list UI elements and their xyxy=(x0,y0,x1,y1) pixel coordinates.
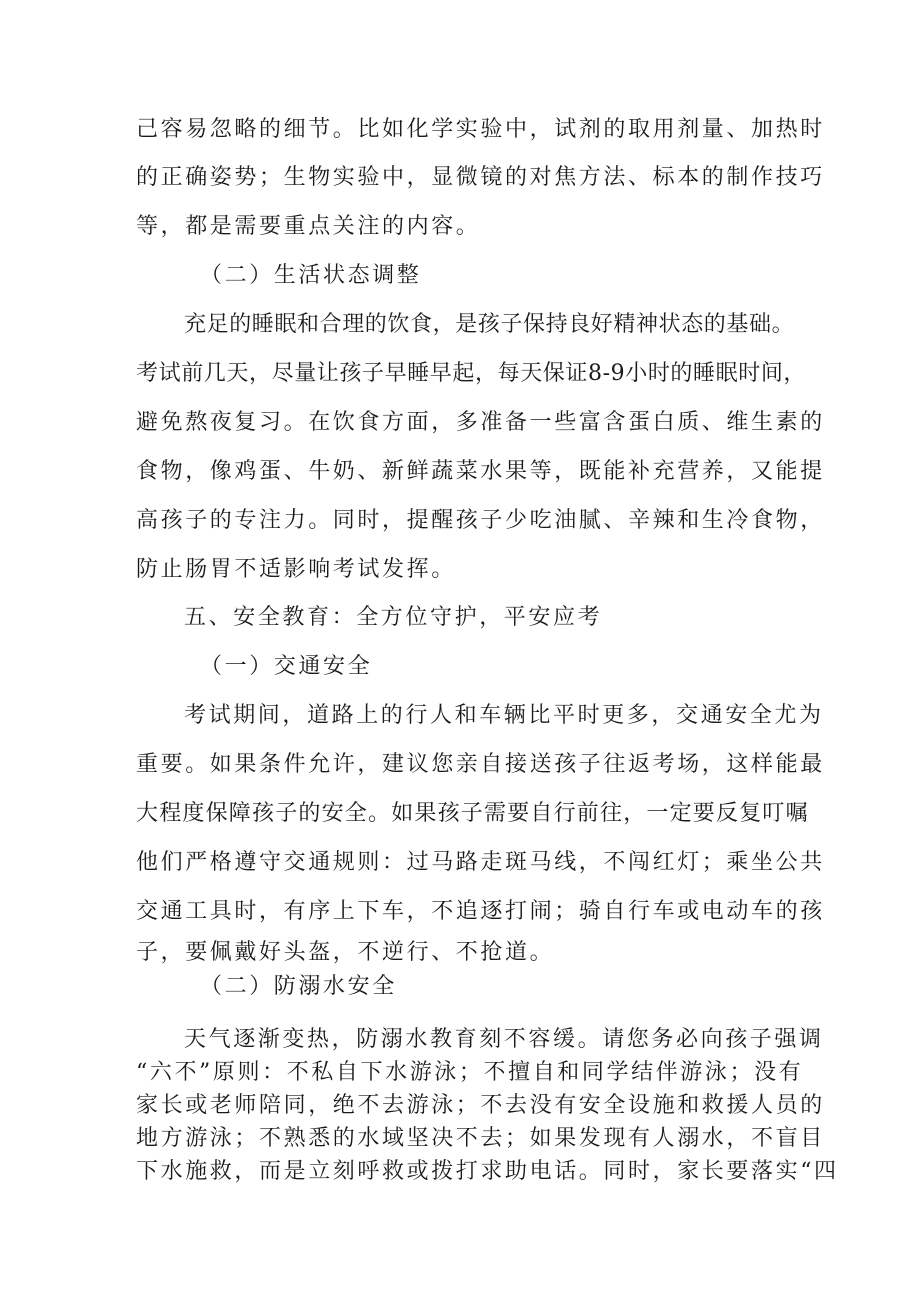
paragraph-line: 高孩子的专注力。同时，提醒孩子少吃油腻、辛辣和生冷食物， xyxy=(136,508,825,533)
paragraph-line: 食物，像鸡蛋、牛奶、新鲜蔬菜水果等，既能补充营养，又能提 xyxy=(136,459,825,484)
paragraph-line: 避免熬夜复习。在饮食方面，多准备一些富含蛋白质、维生素的 xyxy=(136,410,825,435)
paragraph-line: 地方游泳；不熟悉的水域坚决不去；如果发现有人溺水，不盲目 xyxy=(136,1126,825,1151)
section-heading: 五、安全教育：全方位守护，平安应考 xyxy=(184,605,603,630)
paragraph-line: “六不”原则：不私自下水游泳；不擅自和同学结伴游泳；没有 xyxy=(136,1060,804,1085)
paragraph-line: 防止肠胃不适影响考试发挥。 xyxy=(136,557,456,582)
paragraph-line: 考试期间，道路上的行人和车辆比平时更多，交通安全尤为 xyxy=(184,703,824,728)
paragraph-line: 的正确姿势；生物实验中，显微镜的对焦方法、标本的制作技巧 xyxy=(136,165,825,190)
paragraph-line: 他们严格遵守交通规则：过马路走斑马线，不闯红灯；乘坐公共 xyxy=(136,850,825,875)
paragraph-line: 考试前几天，尽量让孩子早睡早起，每天保证8-9小时的睡眠时间， xyxy=(136,361,807,386)
paragraph-line: 大程度保障孩子的安全。如果孩子需要自行前往，一定要反复叮嘱 xyxy=(136,801,809,826)
paragraph-line: 己容易忽略的细节。比如化学实验中，试剂的取用剂量、加热时 xyxy=(136,117,825,142)
paragraph-line: 充足的睡眠和合理的饮食，是孩子保持良好精神状态的基础。 xyxy=(184,312,795,337)
paragraph-line: 家长或老师陪同，绝不去游泳；不去没有安全设施和救援人员的 xyxy=(136,1093,825,1118)
paragraph-line: 重要。如果条件允许，建议您亲自接送孩子往返考场，这样能最 xyxy=(136,752,825,777)
paragraph-line: 交通工具时，有序上下车，不追逐打闹；骑自行车或电动车的孩 xyxy=(136,899,825,924)
paragraph-line: 子，要佩戴好头盔，不逆行、不抢道。 xyxy=(136,940,555,965)
paragraph-line: 天气逐渐变热，防溺水教育刻不容缓。请您务必向孩子强调 xyxy=(184,1027,824,1052)
paragraph-line: 等，都是需要重点关注的内容。 xyxy=(136,214,481,239)
subsection-heading: （二）防溺水安全 xyxy=(200,974,397,999)
paragraph-line: 下水施救，而是立刻呼救或拨打求助电话。同时，家长要落实“四 xyxy=(136,1159,839,1184)
subsection-heading: （二）生活状态调整 xyxy=(200,263,422,288)
subsection-heading: （一）交通安全 xyxy=(200,654,373,679)
